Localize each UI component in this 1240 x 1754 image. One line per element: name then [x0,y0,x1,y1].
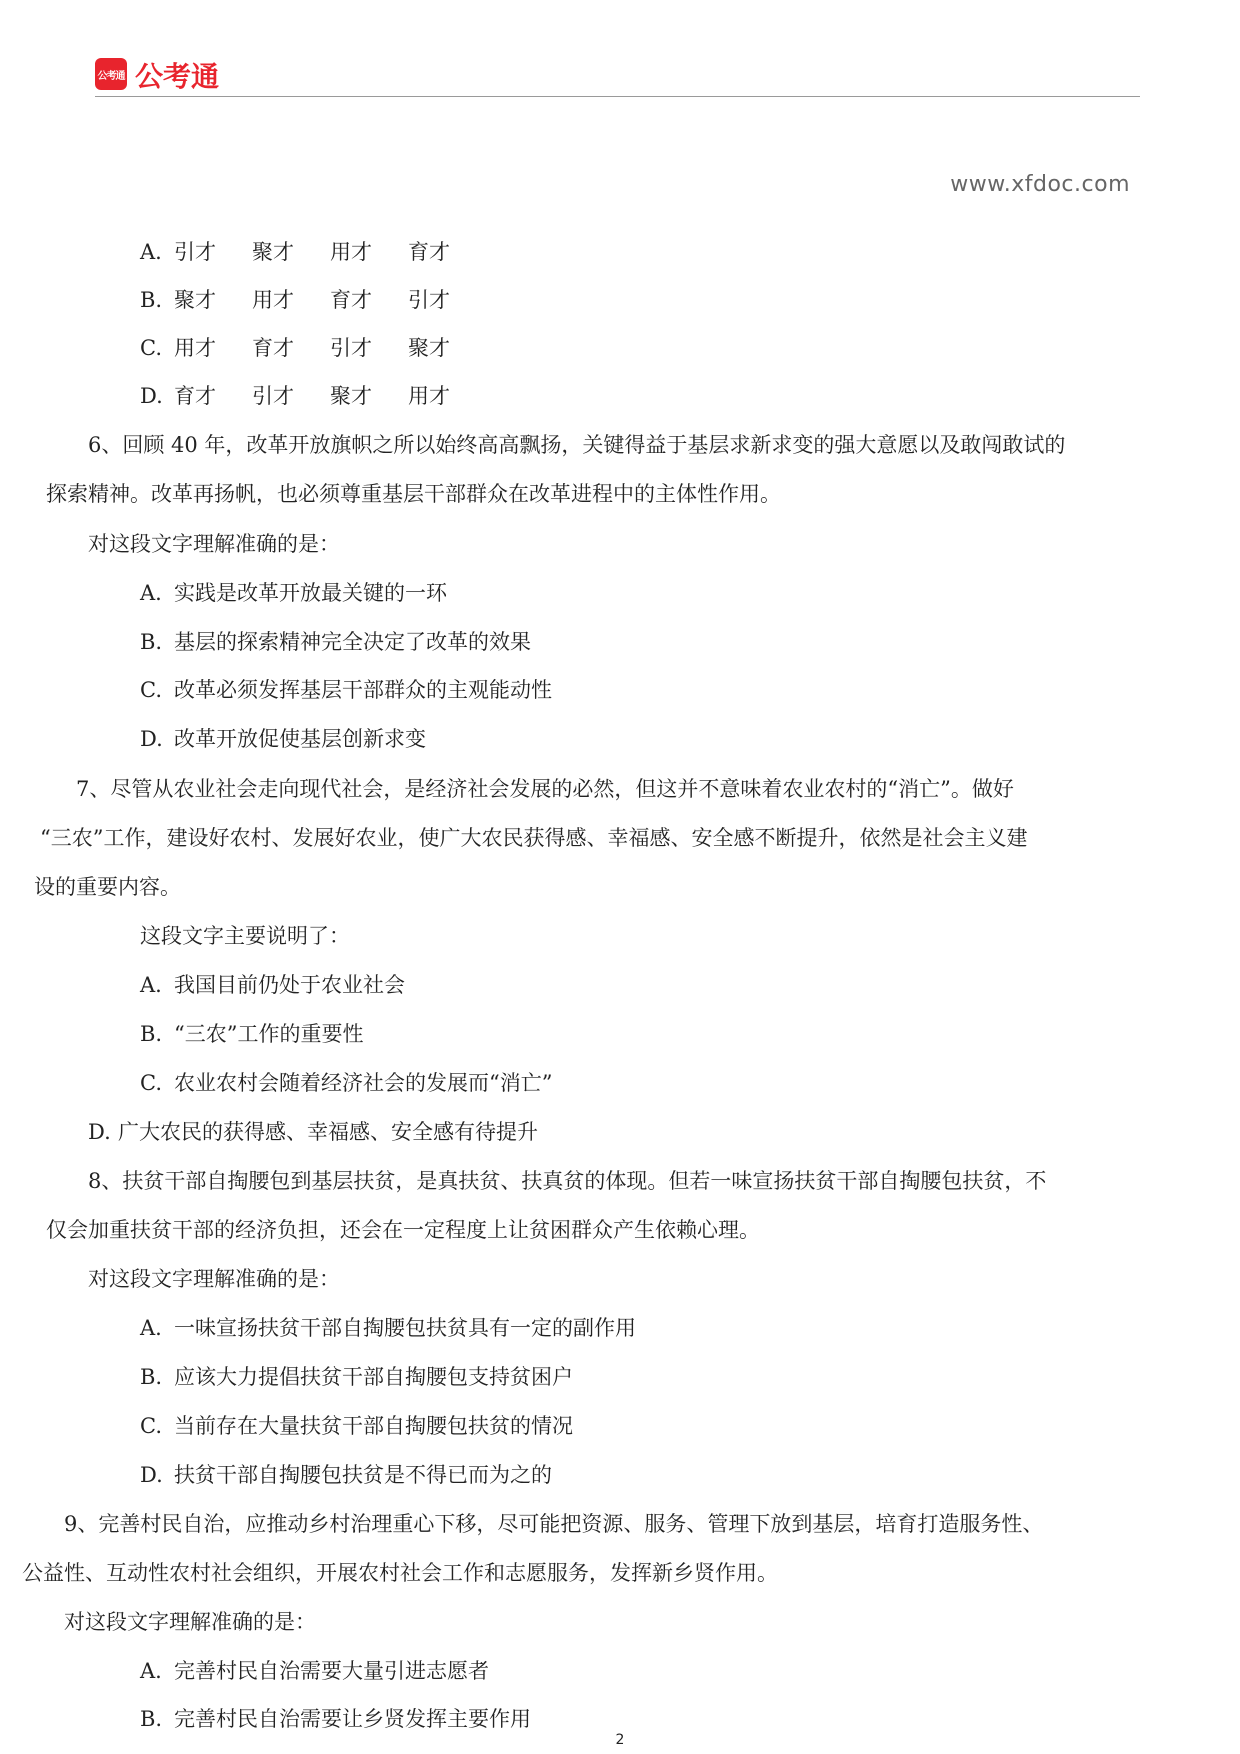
q9-option-b: B. 完善村民自治需要让乡贤发挥主要作用 [140,1707,531,1731]
q5-option-b: B. 聚才 用才 育才 引才 [140,288,450,312]
q8-prompt: 对这段文字理解准确的是： [88,1267,340,1291]
q9-prompt: 对这段文字理解准确的是： [64,1610,316,1634]
q7-option-b: B. “三农”工作的重要性 [140,1022,364,1046]
logo-badge: 公考通 [95,58,127,90]
q7-option-c: C. 农业农村会随着经济社会的发展而“消亡” [140,1071,553,1095]
q7-stem-line-2: “三农”工作，建设好农村、发展好农业，使广大农民获得感、幸福感、安全感不断提升，依然是社会主义建 [40,826,1028,850]
q5-option-a: A. 引才 聚才 用才 育才 [140,240,450,264]
q7-stem-line-3: 设的重要内容。 [34,875,181,899]
q6-stem-line-2: 探索精神。改革再扬帆，也必须尊重基层干部群众在改革进程中的主体性作用。 [46,482,781,506]
q6-stem-line-1: 6、回顾 40 年，改革开放旗帜之所以始终高高飘扬，关键得益于基层求新求变的强大意愿以及敢闯敢试的 [88,433,1066,457]
q6-option-c: C. 改革必须发挥基层干部群众的主观能动性 [140,678,552,702]
q8-stem-line-2: 仅会加重扶贫干部的经济负担，还会在一定程度上让贫困群众产生依赖心理。 [46,1218,760,1242]
q6-option-a: A. 实践是改革开放最关键的一环 [140,581,447,605]
q5-option-c: C. 用才 育才 引才 聚才 [140,336,450,360]
q9-stem-line-2: 公益性、互动性农村社会组织，开展农村社会工作和志愿服务，发挥新乡贤作用。 [22,1561,778,1585]
q8-option-b: B. 应该大力提倡扶贫干部自掏腰包支持贫困户 [140,1365,573,1389]
q9-stem-line-1: 9、完善村民自治，应推动乡村治理重心下移，尽可能把资源、服务、管理下放到基层，培育打造服务性、 [64,1512,1044,1536]
q9-option-a: A. 完善村民自治需要大量引进志愿者 [140,1659,489,1683]
header-divider [95,96,1140,97]
brand-name: 公考通 [135,60,220,93]
q6-option-d: D. 改革开放促使基层创新求变 [140,727,426,751]
q8-option-a: A. 一味宣扬扶贫干部自掏腰包扶贫具有一定的副作用 [140,1316,636,1340]
q6-option-b: B. 基层的探索精神完全决定了改革的效果 [140,630,531,654]
page-number: 2 [615,1732,625,1748]
q6-prompt: 对这段文字理解准确的是： [88,532,340,556]
q7-prompt: 这段文字主要说明了： [140,924,350,948]
q8-option-d: D. 扶贫干部自掏腰包扶贫是不得已而为之的 [140,1463,552,1487]
q5-option-d: D. 育才 引才 聚才 用才 [140,384,450,408]
q7-stem-line-1: 7、尽管从农业社会走向现代社会，是经济社会发展的必然，但这并不意味着农业农村的“消亡”。做好 [76,777,1014,801]
site-url: www.xfdoc.com [950,172,1130,197]
q8-option-c: C. 当前存在大量扶贫干部自掏腰包扶贫的情况 [140,1414,573,1438]
q7-option-d: D. 广大农民的获得感、幸福感、安全感有待提升 [88,1120,538,1144]
q7-option-a: A. 我国目前仍处于农业社会 [140,973,405,997]
q8-stem-line-1: 8、扶贫干部自掏腰包到基层扶贫，是真扶贫、扶真贫的体现。但若一味宣扬扶贫干部自掏腰包扶贫，不 [88,1169,1047,1193]
